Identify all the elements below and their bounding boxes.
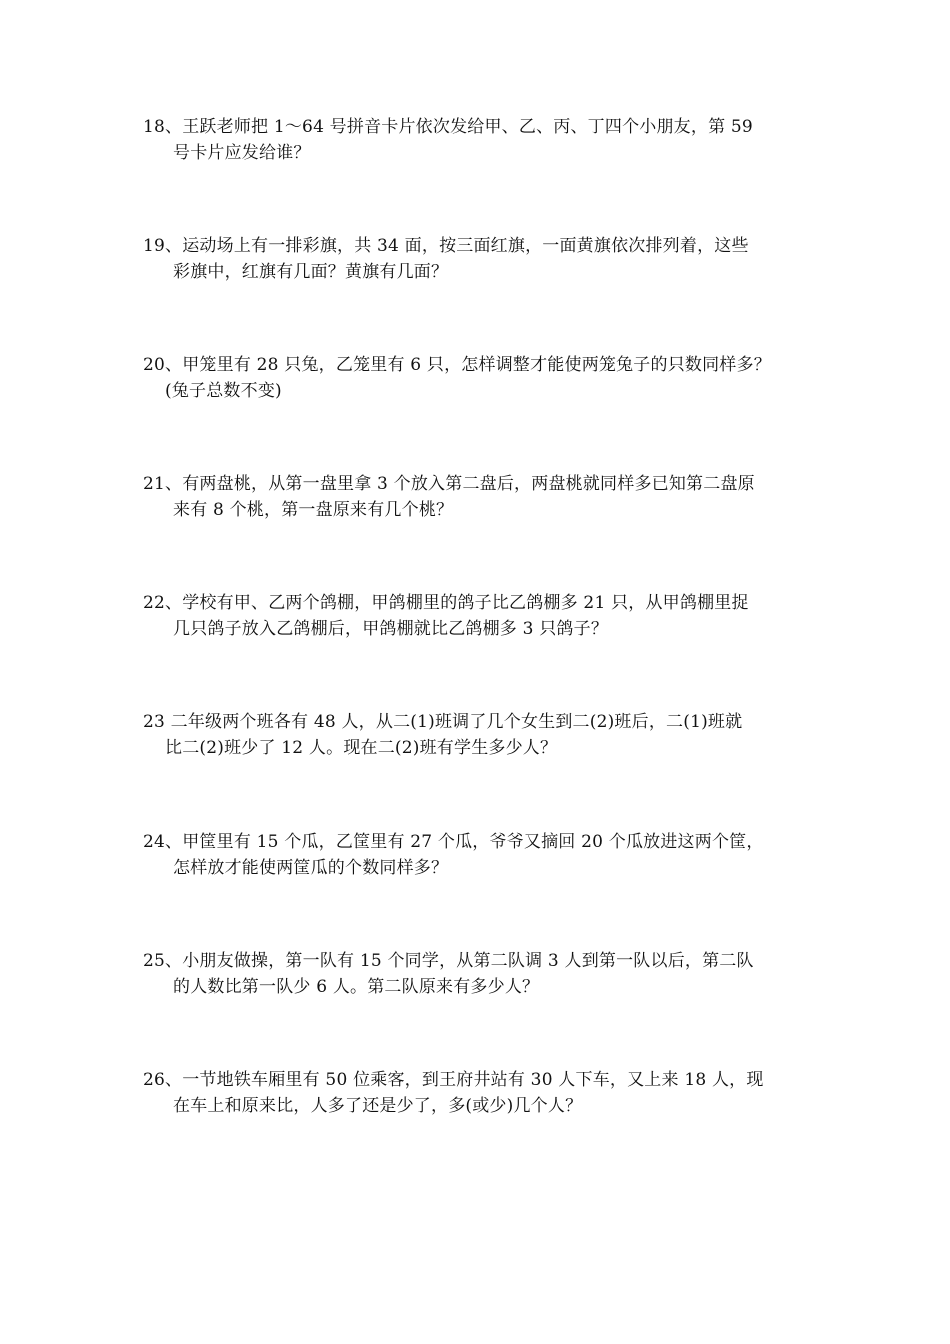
problem-18 xyxy=(143,114,823,166)
problem-19-line-2: 彩旗中，红旗有几面？黄旗有几面？ xyxy=(173,262,449,282)
problem-20-line-2: (兔子总数不变) xyxy=(165,381,282,401)
problem-26-line-2: 在车上和原来比，人多了还是少了，多(或少)几个人？ xyxy=(173,1096,583,1116)
problem-18-line-1: 18、王跃老师把 1～64 号拼音卡片依次发给甲、乙、丙、丁四个小朋友，第 59 xyxy=(143,117,753,137)
problem-23 xyxy=(143,709,823,761)
problem-24-line-2: 怎样放才能使两筐瓜的个数同样多？ xyxy=(173,858,449,878)
problem-22-line-1: 22、学校有甲、乙两个鸽棚，甲鸽棚里的鸽子比乙鸽棚多 21 只，从甲鸽棚里捉 xyxy=(143,593,749,613)
problem-18-line-2: 号卡片应发给谁？ xyxy=(173,143,311,163)
problem-21-line-1: 21、有两盘桃，从第一盘里拿 3 个放入第二盘后，两盘桃就同样多已知第二盘原 xyxy=(143,474,755,494)
problem-23-line-2: 比二(2)班少了 12 人。现在二(2)班有学生多少人？ xyxy=(165,738,558,758)
problem-20 xyxy=(143,352,823,404)
problem-22-line-2: 几只鸽子放入乙鸽棚后，甲鸽棚就比乙鸽棚多 3 只鸽子？ xyxy=(173,619,609,639)
problem-26 xyxy=(143,1067,823,1119)
problem-26-line-1: 26、一节地铁车厢里有 50 位乘客，到王府井站有 30 人下车，又上来 18 人，现 xyxy=(143,1070,764,1090)
problem-25 xyxy=(143,948,823,1000)
problem-21 xyxy=(143,471,823,523)
problem-21-line-2: 来有 8 个桃，第一盘原来有几个桃？ xyxy=(173,500,454,520)
problem-24-line-1: 24、甲筐里有 15 个瓜，乙筐里有 27 个瓜，爷爷又摘回 20 个瓜放进这两个筐， xyxy=(143,832,764,852)
problem-20-line-1: 20、甲笼里有 28 只兔，乙笼里有 6 只，怎样调整才能使两笼兔子的只数同样多？ xyxy=(143,355,771,375)
problem-25-line-1: 25、小朋友做操，第一队有 15 个同学，从第二队调 3 人到第一队以后，第二队 xyxy=(143,951,754,971)
problem-19-line-1: 19、运动场上有一排彩旗，共 34 面，按三面红旗，一面黄旗依次排列着，这些 xyxy=(143,236,749,256)
problem-24 xyxy=(143,829,823,881)
problem-25-line-2: 的人数比第一队少 6 人。第二队原来有多少人？ xyxy=(173,977,540,997)
problem-22 xyxy=(143,590,823,642)
problem-23-line-1: 23 二年级两个班各有 48 人，从二(1)班调了几个女生到二(2)班后，二(1)班就 xyxy=(143,712,743,732)
problem-19 xyxy=(143,233,823,285)
